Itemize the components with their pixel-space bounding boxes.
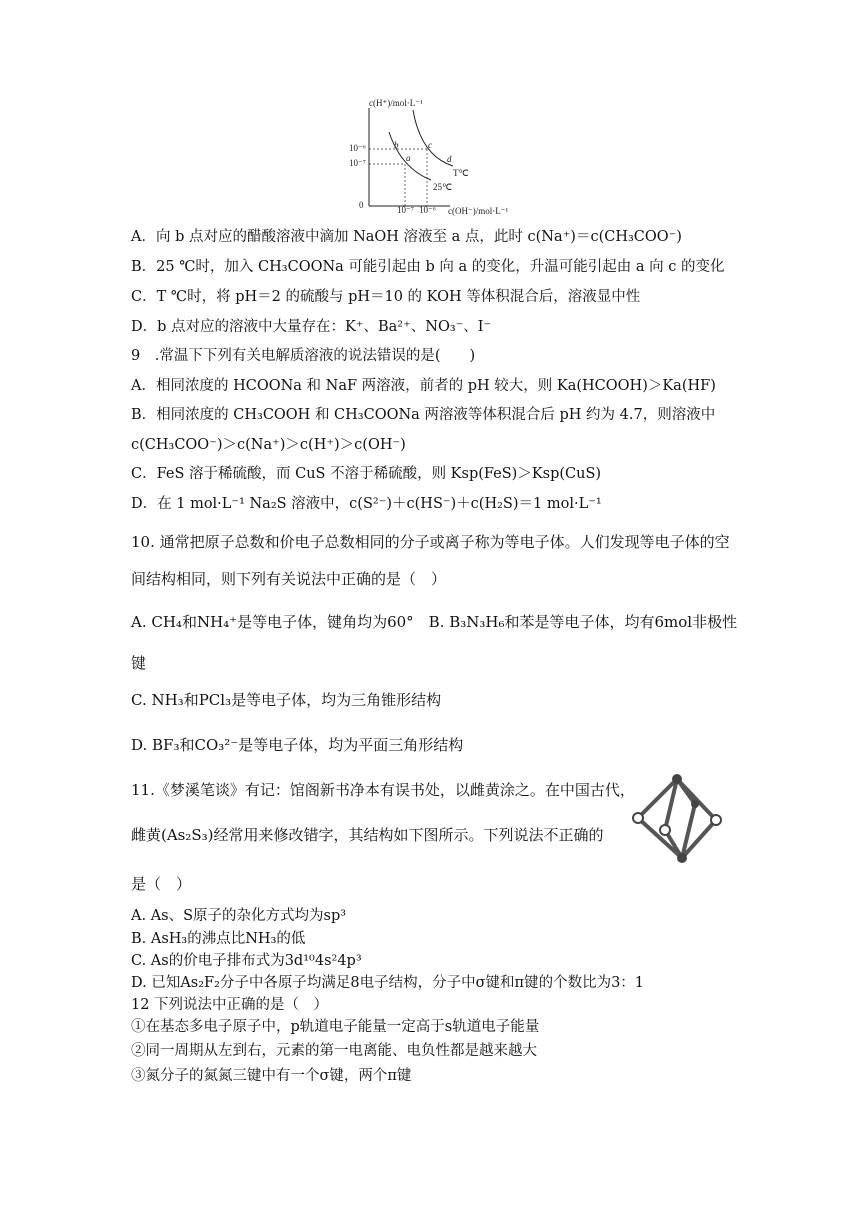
- q10-option-ab: A. CH₄和NH₄⁺是等电子体，键角均为60° B. B₃N₃H₆和苯是等电子体，均有6mol非极性: [131, 613, 738, 631]
- q11-stem: 11.《梦溪笔谈》有记：馆阁新书净本有误书处，以雌黄涂之。在中国古代，: [131, 781, 635, 799]
- atom-s-right: [711, 815, 721, 825]
- q9-option-b-cont: c(CH₃COO⁻)＞c(Na⁺)＞c(H⁺)＞c(OH⁻): [131, 437, 406, 453]
- bond-5: [638, 818, 682, 858]
- point-c: c: [428, 140, 432, 150]
- q12-stem: 12 下列说法中正确的是（ ）: [131, 997, 329, 1013]
- y-tick-2: 10⁻⁷: [349, 158, 366, 168]
- q11-option-b: B. AsH₃的沸点比NH₃的低: [131, 931, 306, 947]
- x-tick-1: 10⁻⁷: [397, 205, 414, 215]
- atom-center: [691, 800, 699, 808]
- q9-option-c: C．FeS 溶于稀硫酸，而 CuS 不溶于稀硫酸，则 Ksp(FeS)＞Ksp(CuS): [131, 466, 602, 482]
- q10-option-c: C. NH₃和PCl₃是等电子体，均为三角锥形结构: [131, 691, 442, 709]
- q11-stem-end: 是（ ）: [131, 875, 192, 893]
- q10-stem-cont: 间结构相同，则下列有关说法中正确的是（ ）: [131, 570, 447, 588]
- q11-option-d: D. 已知As₂F₂分子中各原子均满足8电子结构，分子中σ键和π键的个数比为3：1: [131, 975, 645, 991]
- q8-option-b: B．25 ℃时，加入 CH₃COONa 可能引起由 b 向 a 的变化，升温可能引起由 a 向 c 的变化: [131, 259, 725, 275]
- q8-option-d: D．b 点对应的溶液中大量存在：K⁺、Ba²⁺、NO₃⁻、I⁻: [131, 319, 492, 335]
- q12-item-1: ①在基态多电子原子中，p轨道电子能量一定高于s轨道电子能量: [131, 1019, 540, 1035]
- point-a: a: [406, 153, 411, 163]
- q11-stem-cont: 雌黄(As₂S₃)经常用来修改错字，其结构如下图所示。下列说法不正确的: [131, 826, 604, 844]
- origin-label: 0: [359, 200, 364, 210]
- q9-option-d: D．在 1 mol·L⁻¹ Na₂S 溶液中，c(S²⁻)＋c(HS⁻)＋c(H₂S)＝1 mol·L⁻¹: [131, 496, 602, 512]
- q9-stem: 9 .常温下下列有关电解质溶液的说法错误的是( ): [131, 348, 476, 364]
- q9-option-a: A．相同浓度的 HCOONa 和 NaF 两溶液，前者的 pH 较大，则 Ka(HCOOH)＞Ka(HF): [131, 378, 716, 394]
- q10-option-d: D. BF₃和CO₃²⁻是等电子体，均为平面三角形结构: [131, 736, 464, 754]
- as2s3-structure-diagram: [630, 772, 740, 864]
- q8-option-c: C．T ℃时，将 pH＝2 的硫酸与 pH＝10 的 KOH 等体积混合后，溶液显中性: [131, 289, 641, 305]
- atom-s-left: [633, 813, 643, 823]
- curve-label-25: 25℃: [433, 182, 453, 192]
- kw-figure: [349, 98, 525, 220]
- q8-option-a: A．向 b 点对应的醋酸溶液中滴加 NaOH 溶液至 a 点，此时 c(Na⁺)＝c(CH₃COO⁻): [131, 229, 682, 245]
- x-tick-2: 10⁻⁶: [419, 205, 436, 215]
- point-b: b: [394, 140, 399, 150]
- y-tick-1: 10⁻⁶: [349, 143, 366, 153]
- q10-stem: 10. 通常把原子总数和价电子总数相同的分子或离子称为等电子体。人们发现等电子体的空: [131, 533, 730, 551]
- point-d: d: [447, 154, 452, 164]
- atom-as-bottom: [677, 853, 687, 863]
- q11-option-c: C. As的价电子排布式为3d¹⁰4s²4p³: [131, 953, 362, 969]
- q12-item-3: ③氮分子的氮氮三键中有一个σ键，两个π键: [131, 1068, 412, 1084]
- atom-as-top: [672, 774, 682, 784]
- curve-label-t: T℃: [453, 168, 469, 178]
- q12-item-2: ②同一周期从左到右，元素的第一电离能、电负性都是越来越大: [131, 1043, 537, 1059]
- atom-s-center: [660, 825, 670, 835]
- y-axis-label: c(H⁺)/mol·L⁻¹: [369, 98, 423, 108]
- x-axis-label: c(OH⁻)/mol·L⁻¹: [448, 206, 509, 216]
- q10-option-b-cont: 键: [131, 654, 147, 672]
- q9-option-b: B．相同浓度的 CH₃COOH 和 CH₃COONa 两溶液等体积混合后 pH 约为 4.7，则溶液中: [131, 407, 716, 423]
- q11-option-a: A. As、S原子的杂化方式均为sp³: [131, 908, 347, 924]
